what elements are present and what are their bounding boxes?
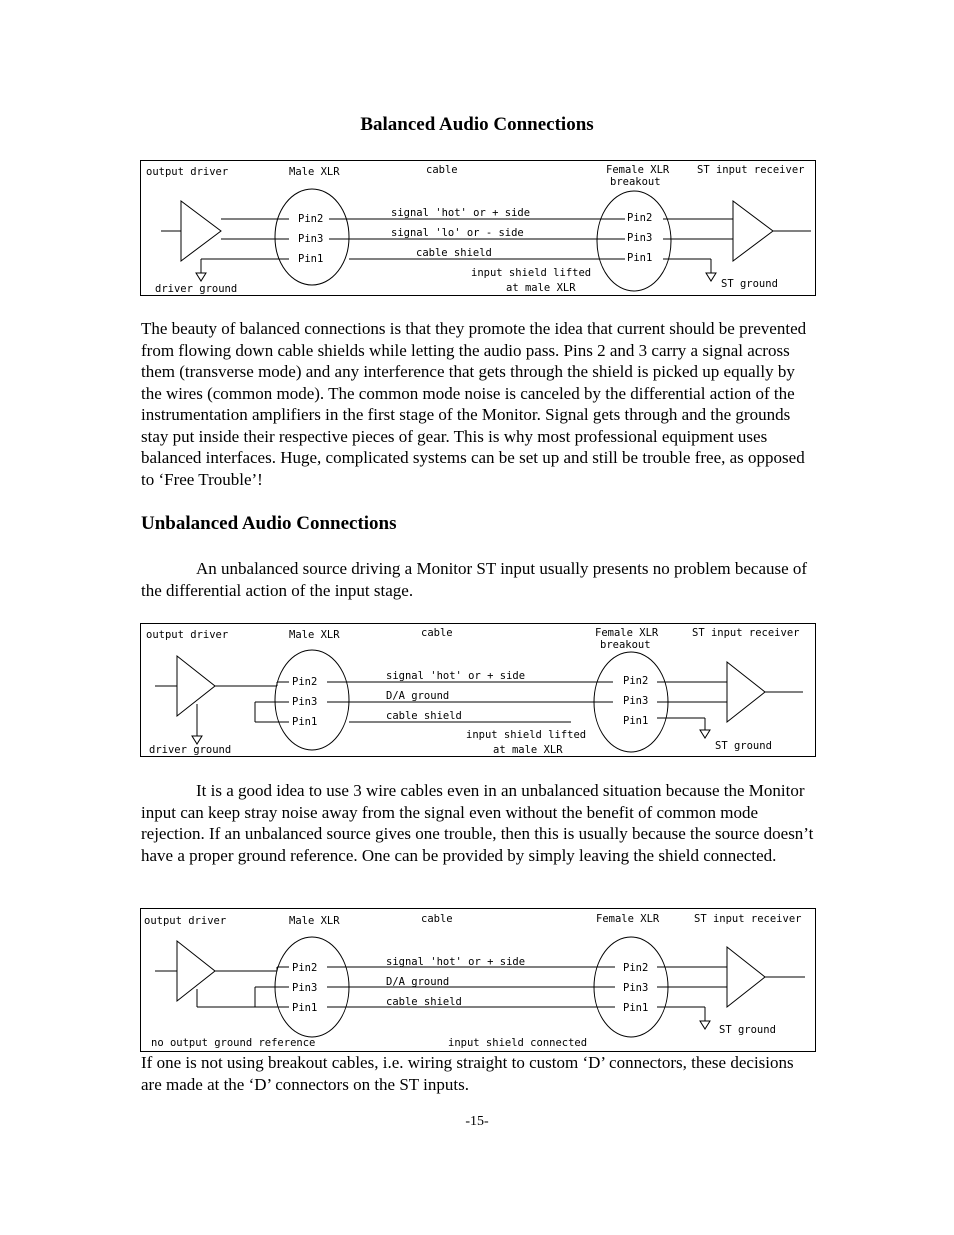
- label-at-male-xlr: at male XLR: [493, 744, 563, 756]
- female-pin3: Pin3: [623, 695, 649, 707]
- paragraph-three-wire: It is a good idea to use 3 wire cables even in an unbalanced situation because the Monitor input can keep stray noise away from the signal even without the benefit of common mode rejection. If an unbalanced source gives one trouble, then this is usually because the source doesn’t have a proper ground reference. One can be provided by simply leaving the shield connected.: [141, 781, 814, 865]
- female-pin1: Pin1: [623, 1002, 649, 1014]
- label-output-driver: output driver: [144, 915, 227, 927]
- driver-amplifier-symbol: [177, 656, 215, 716]
- label-st-input-receiver: ST input receiver: [692, 627, 800, 639]
- label-breakout: breakout: [600, 639, 651, 651]
- label-male-xlr: Male XLR: [289, 915, 340, 927]
- female-pin3: Pin3: [623, 982, 649, 994]
- female-pin2: Pin2: [627, 212, 653, 224]
- label-breakout: breakout: [610, 176, 661, 188]
- diagram-unbalanced-connected: [140, 908, 816, 1052]
- male-pin1: Pin1: [298, 253, 324, 265]
- label-st-input-receiver: ST input receiver: [697, 164, 805, 176]
- male-pin3: Pin3: [298, 233, 324, 245]
- diagram-balanced: [140, 160, 816, 296]
- male-pin2: Pin2: [298, 213, 324, 225]
- label-input-shield-connected: input shield connected: [448, 1037, 588, 1049]
- label-wire-da-ground: D/A ground: [386, 976, 450, 988]
- male-pin1: Pin1: [292, 716, 318, 728]
- paragraph-unbalanced-intro: An unbalanced source driving a Monitor ST input usually presents no problem because of the differential action of the input stage.: [141, 559, 808, 600]
- heading-balanced: Balanced Audio Connections: [360, 114, 594, 135]
- label-female-xlr: Female XLR: [606, 164, 670, 176]
- st-ground-icon: [706, 273, 716, 281]
- st-ground-icon: [700, 1021, 710, 1029]
- label-male-xlr: Male XLR: [289, 166, 340, 178]
- label-wire-shield: cable shield: [386, 710, 462, 722]
- diagram-unbalanced-connected-svg: [141, 909, 815, 1051]
- label-wire-da-ground: D/A ground: [386, 690, 450, 702]
- label-wire-hot: signal 'hot' or + side: [386, 956, 526, 968]
- label-wire-shield: cable shield: [416, 247, 492, 259]
- receiver-amplifier-symbol: [727, 947, 765, 1007]
- label-no-output-ground-reference: no output ground reference: [151, 1037, 316, 1049]
- label-st-ground: ST ground: [721, 278, 778, 290]
- receiver-amplifier-symbol: [733, 201, 773, 261]
- label-driver-ground: driver ground: [155, 283, 238, 295]
- female-pin2: Pin2: [623, 675, 649, 687]
- female-pin1: Pin1: [627, 252, 653, 264]
- driver-ground-icon: [196, 273, 206, 281]
- male-pin2: Pin2: [292, 962, 318, 974]
- diagram-unbalanced-lifted: [140, 623, 816, 757]
- receiver-amplifier-symbol: [727, 662, 765, 722]
- driver-ground-icon: [192, 736, 202, 744]
- driver-amplifier-symbol: [177, 941, 215, 1001]
- label-st-ground: ST ground: [715, 740, 772, 752]
- label-at-male-xlr: at male XLR: [506, 282, 576, 294]
- label-st-ground: ST ground: [719, 1024, 776, 1036]
- female-pin3: Pin3: [627, 232, 653, 244]
- paragraph-d-connectors: If one is not using breakout cables, i.e. wiring straight to custom ‘D’ connectors, these decisions are made at the ‘D’ connectors on the ST inputs.: [141, 1053, 794, 1094]
- heading-unbalanced: Unbalanced Audio Connections: [141, 513, 397, 534]
- label-wire-lo: signal 'lo' or - side: [391, 227, 524, 239]
- label-cable: cable: [421, 913, 453, 925]
- male-pin2: Pin2: [292, 676, 318, 688]
- st-ground-icon: [700, 730, 710, 738]
- label-wire-shield: cable shield: [386, 996, 462, 1008]
- label-female-xlr: Female XLR: [596, 913, 660, 925]
- paragraph-balanced: The beauty of balanced connections is that they promote the idea that current should be prevented from flowing down cable shields while letting the audio pass. Pins 2 and 3 carry a signal across them (transverse mode) and any interference that gets through the shield is picked up equally by the wires (common mode). The common mode noise is canceled by the differential action of the instrumentation amplifiers in the first stage of the Monitor. Signal gets through and the grounds stay put inside their respective pieces of gear. This is why most professional equipment uses balanced interfaces. Huge, complicated systems can be set up and still be trouble free, as opposed to ‘Free Trouble’!: [141, 319, 807, 489]
- female-pin2: Pin2: [623, 962, 649, 974]
- label-st-input-receiver: ST input receiver: [694, 913, 802, 925]
- male-pin3: Pin3: [292, 982, 318, 994]
- label-shield-lifted: input shield lifted: [466, 729, 587, 741]
- diagram-unbalanced-lifted-svg: [141, 624, 815, 756]
- label-wire-hot: signal 'hot' or + side: [386, 670, 526, 682]
- label-cable: cable: [426, 164, 458, 176]
- diagram-balanced-svg: [141, 161, 815, 295]
- male-pin3: Pin3: [292, 696, 318, 708]
- label-output-driver: output driver: [146, 166, 229, 178]
- page-number: -15-: [465, 1114, 489, 1129]
- label-cable: cable: [421, 627, 453, 639]
- label-output-driver: output driver: [146, 629, 229, 641]
- female-pin1: Pin1: [623, 715, 649, 727]
- label-female-xlr: Female XLR: [595, 627, 659, 639]
- label-male-xlr: Male XLR: [289, 629, 340, 641]
- male-pin1: Pin1: [292, 1002, 318, 1014]
- label-shield-lifted: input shield lifted: [471, 267, 592, 279]
- driver-amplifier-symbol: [181, 201, 221, 261]
- label-driver-ground: driver ground: [149, 744, 232, 756]
- label-wire-hot: signal 'hot' or + side: [391, 207, 531, 219]
